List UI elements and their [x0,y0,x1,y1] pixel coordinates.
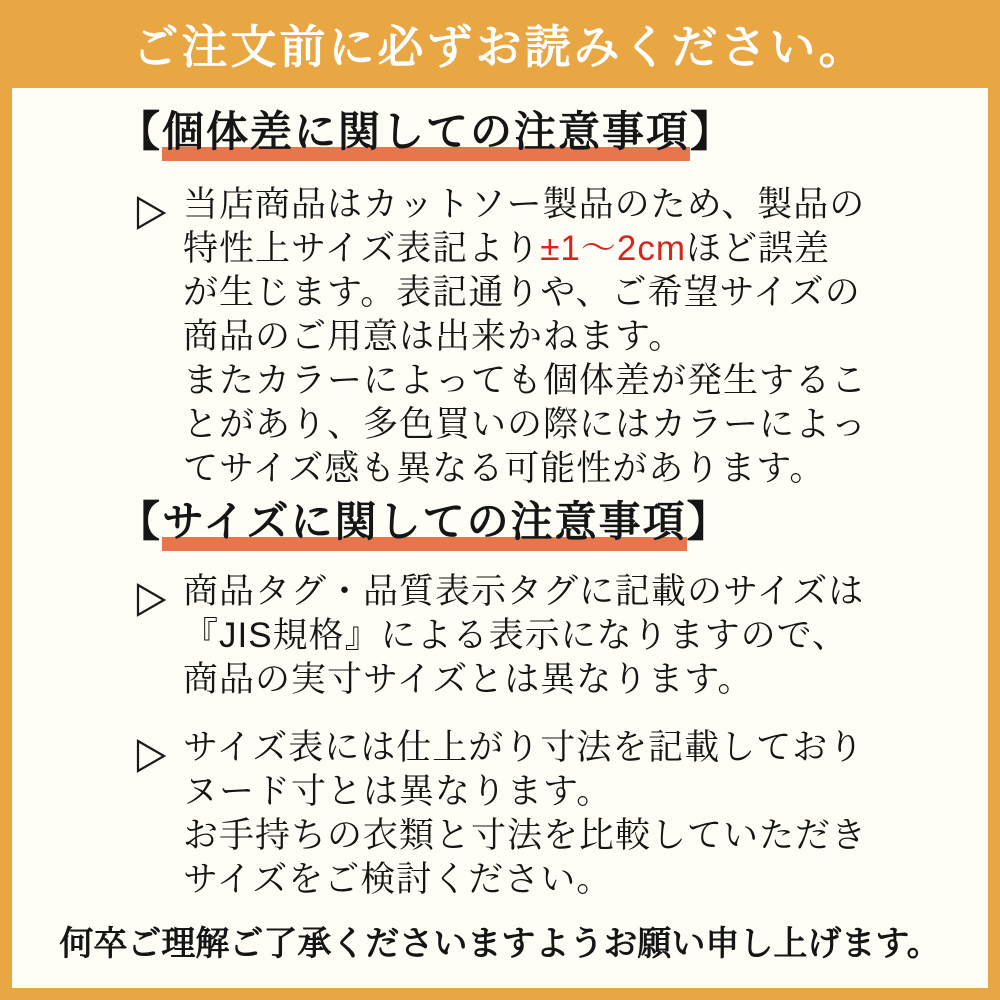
triangle-bullet-icon [136,583,166,617]
tolerance-emphasis-text: ±1〜2cm [540,229,686,268]
notice-item-text [183,726,867,902]
text-line: 商品のご用意は出来かねます。 [183,317,685,356]
text-line: ヌード寸とは異なります。 [183,772,613,811]
heading-close-bracket: 】 [686,498,731,545]
text-line: 商品タグ・品質表示タグに記載のサイズは [183,572,865,611]
heading-open-bracket: 【 [118,498,163,545]
text-segment: 特性上サイズ表記より [183,229,541,268]
text-line: が生じます。表記通りや、ご希望サイズの [183,273,861,312]
text-line: とがあり、多色買いの際にはカラーによっ [183,405,868,444]
text-line: サイズをご検討ください。 [183,860,613,899]
text-line [183,227,867,271]
notice-item-size-chart [136,726,867,902]
banner-title: ご注文前に必ずお読みください。 [132,21,868,73]
heading-highlighted-text: 個体差に関しての注意事項 [162,108,690,161]
top-banner [0,0,1000,88]
text-line: またカラーによっても個体差が発生するこ [183,361,868,400]
triangle-bullet-icon [136,196,166,230]
text-line: 商品の実寸サイズとは異なります。 [183,660,754,699]
notice-item-individual-difference [136,183,867,491]
section-heading-individual-difference [118,108,734,156]
text-line: 『JIS規格』による表示になりますので、 [183,616,848,655]
notice-item-tag-size [136,570,864,702]
text-segment: ほど誤差 [686,229,831,268]
notice-item-text [183,183,867,491]
heading-highlighted-text: サイズに関しての注意事項 [162,498,687,551]
triangle-bullet-icon [136,739,166,773]
text-line: お手持ちの衣類と寸法を比較していただき [183,816,868,855]
text-line: サイズ表には仕上がり寸法を記載しており [183,728,865,767]
heading-close-bracket: 】 [690,108,735,155]
text-line: てサイズ感も異なる可能性があります。 [183,449,826,488]
section-heading-size [118,498,731,546]
text-line: 当店商品はカットソー製品のため、製品の [183,185,866,224]
heading-open-bracket: 【 [118,108,163,155]
notice-item-text [183,570,864,702]
footer-request-note: 何卒ご理解ご了承くださいますようお願い申し上げます。 [59,925,941,963]
